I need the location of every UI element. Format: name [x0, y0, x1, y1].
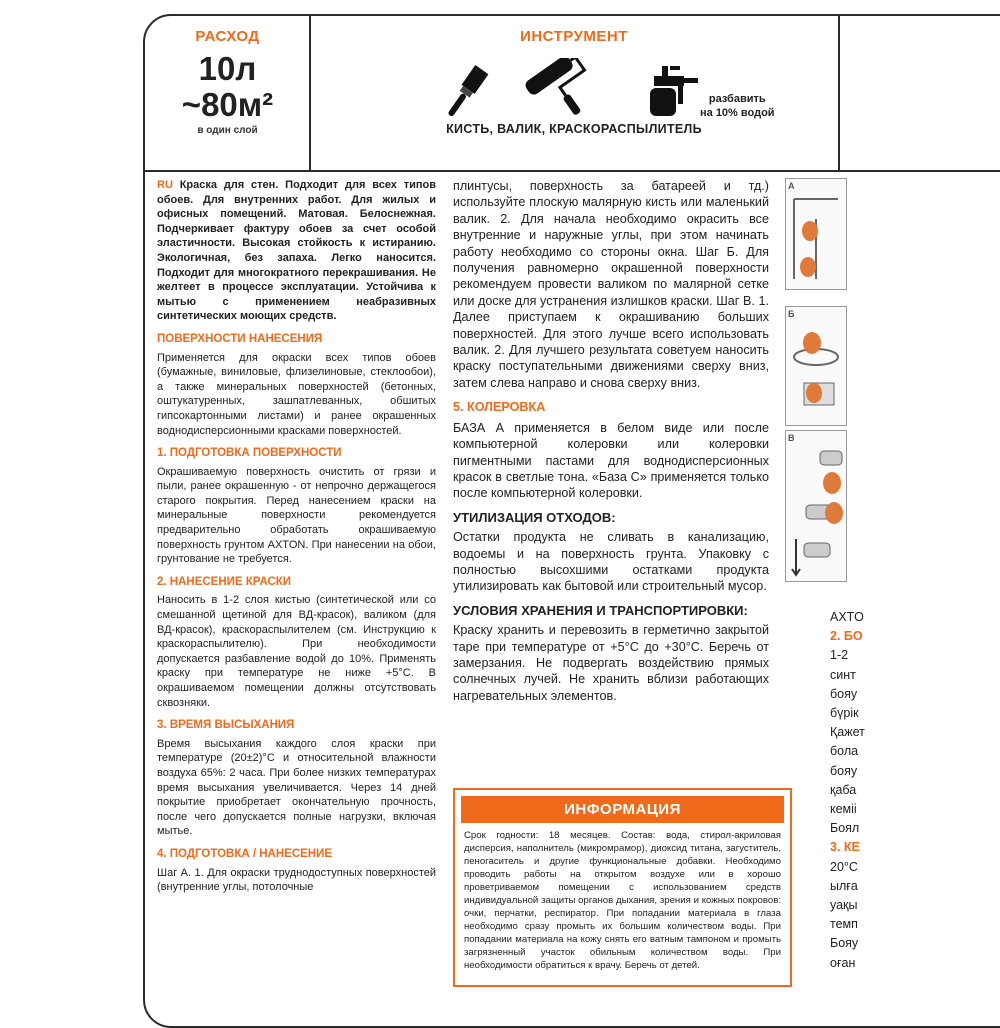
dilute-note	[700, 92, 775, 120]
dilute-line2: на 10% водой	[700, 107, 775, 119]
right-line: 2. БО	[830, 629, 863, 644]
right-cut-column	[830, 608, 865, 973]
section-application-title: 2. НАНЕСЕНИЕ КРАСКИ	[157, 575, 292, 588]
tools-block	[312, 28, 836, 45]
section-surfaces-text: Применяется для окраски всех типов обоев (бумажные, виниловые, флизелиновые, стеклообои), а также минеральных поверхностей (бетонных, оштукатуренных, зашпатлеванных, обшитых гипсокартонными листами) и ранее окрашенных воднодисперсионными красками поверхностей.	[157, 351, 436, 437]
right-line: кеміі	[830, 802, 857, 817]
header-divider-left	[309, 16, 311, 170]
tools-title: ИНСТРУМЕНТ	[520, 28, 628, 45]
column-middle	[453, 178, 769, 708]
section-preparation-title: 1. ПОДГОТОВКА ПОВЕРХНОСТИ	[157, 447, 342, 460]
intro-paragraph	[157, 178, 436, 324]
section-steps-text: Шаг А. 1. Для окраски труднодоступных поверхностей (внутренние углы, потолочные	[157, 866, 436, 894]
section-surfaces-title: ПОВЕРХНОСТИ НАНЕСЕНИЯ	[157, 332, 323, 345]
brush-icon	[430, 62, 500, 122]
steps-continued-text: плинтусы, поверхность за батареей и тд.) используйте плоскую малярную кисть или маленький валик. 2. Для начала необходимо окрасить все внутренние и наружные углы, при этом начинать работу необходимо со стороны окна. Шаг Б. Для получения равномерно окрашенной поверхности рекомендуем провести валиком по малярной сетке или доске для устранения излишков краски. Шаг В. 1. Далее приступаем к окрашиванию больших поверхностей. Для этого лучше всего использовать валик. 2. Для лучшего результата советуем наносить краску поступательными движениями сверху вниз, затем слева направо и снова сверху вниз.	[453, 179, 769, 390]
right-line: уақы	[830, 898, 858, 913]
section-tinting-text: БАЗА А применяется в белом виде или после компьютерной колеровки или колеровки пигментными пастами для воднодисперсионных красок в светлые тона. «База С» применяется только после компьютерной колеровки.	[453, 420, 769, 501]
dilute-line1: разбавить	[708, 93, 766, 105]
consumption-block	[150, 28, 305, 136]
section-disposal-text: Остатки продукта не сливать в канализацию, водоемы и на поверхность грунта. Упаковку с полностью высохшими остатками продукта утилизировать как бытовой или строительный мусор.	[453, 530, 769, 594]
tools-caption: КИСТЬ, ВАЛИК, КРАСКОРАСПЫЛИТЕЛЬ	[446, 122, 702, 136]
right-line: Боял	[830, 821, 860, 836]
step-a-label: А	[788, 181, 795, 191]
section-storage-text: Краску хранить и перевозить в герметично закрытой таре при температуре от +5°С до +30°С. Беречь от замерзания. Не подвергать воздействию прямых солнечных лучей. Не хранить вблизи работающих нагревательных элементов.	[453, 623, 769, 703]
right-line: бүрік	[830, 706, 859, 721]
step-b-illustration	[785, 306, 847, 426]
section-disposal-title: УТИЛИЗАЦИЯ ОТХОДОВ:	[453, 509, 616, 525]
right-line: 1-2	[830, 648, 849, 663]
info-title: ИНФОРМАЦИЯ	[461, 796, 784, 823]
section-drying-title: 3. ВРЕМЯ ВЫСЫХАНИЯ	[157, 719, 295, 732]
intro-text: Краска для стен. Подходит для всех типов обоев. Для внутренних работ. Для жилых и офисных помещений. Матовая. Белоснежная. Подчеркивает фактуру обоев за счет особой эластичности. Высокая стойкость к истиранию. Экологичная, без запаха. Легко наносится. Подходит для многократного перекрашивания. Не желтеет в процессе эксплуатации. Устойчива к мытью с применением неабразивных синтетических моющих средств.	[157, 179, 436, 323]
right-line: бояу	[830, 763, 858, 778]
consumption-area: ~80м²	[181, 86, 274, 123]
step-v-illustration	[785, 430, 847, 582]
right-line: ылға	[830, 878, 858, 893]
right-line: бола	[830, 744, 859, 759]
header-divider	[145, 170, 1000, 172]
wall-corner-icon	[786, 179, 846, 289]
section-preparation-text: Окрашиваемую поверхность очистить от грязи и пыли, ранее окрашенную - от непрочно держащегося старого покрытия. Перед нанесением краски на минеральные поверхности рекомендуется предварительно обработать окрашиваемую поверхность грунтом AXTON. При нанесении на обои, грунтование не требуется.	[157, 465, 436, 566]
right-line: AXTO	[830, 610, 864, 624]
spray-gun-icon	[640, 62, 704, 122]
right-line: 3. КЕ	[830, 840, 860, 855]
right-line: қаба	[830, 782, 857, 797]
consumption-title: РАСХОД	[195, 28, 260, 45]
lang-badge: RU	[157, 179, 173, 191]
section-storage-title: УСЛОВИЯ ХРАНЕНИЯ И ТРАНСПОРТИРОВКИ:	[453, 602, 748, 618]
right-line: синт	[830, 667, 856, 682]
section-drying-text: Время высыхания каждого слоя краски при температуре (20±2)°С и относительной влажности воздуха 65%: 2 часа. При более низких температурах время высыхания увеличивается. Через 14 дней покрытие приобретает окончательную прочность, после чего допускается полные нагрузки, включая мытье.	[157, 737, 436, 838]
section-application-text: Наносить в 1-2 слоя кистью (синтетической или со смешанной щетиной для ВД-красок), валиком (для ВД-красок), краскораспылителем (см. Инструкцию к краскораспылителю). При необходимости допускается разбавление водой до 10%. Применять краску при температуре не ниже +5°С. В окрашиваемом помещении должны отсутствовать сквозняки.	[157, 594, 436, 709]
consumption-volume: 10л	[198, 50, 257, 87]
header-divider-right	[838, 16, 840, 170]
consumption-note: в один слой	[197, 125, 258, 136]
roller-wall-icon	[786, 431, 846, 581]
right-line: Бояу	[830, 936, 859, 951]
right-line: бояу	[830, 686, 858, 701]
info-box	[453, 788, 792, 987]
right-line: оған	[830, 955, 856, 970]
roller-tray-icon	[786, 307, 846, 425]
section-tinting-title: 5. КОЛЕРОВКА	[453, 400, 546, 415]
column-left	[157, 178, 436, 899]
step-v-label: В	[788, 433, 795, 443]
step-b-label: Б	[788, 309, 795, 319]
roller-icon	[520, 58, 600, 124]
right-line: темп	[830, 917, 858, 932]
section-steps-title: 4. ПОДГОТОВКА / НАНЕСЕНИЕ	[157, 847, 333, 860]
right-line: Қажет	[830, 725, 865, 740]
step-a-illustration	[785, 178, 847, 290]
info-text: Срок годности: 18 месяцев. Состав: вода, стирол-акриловая дисперсия, наполнитель (микромрамор), диоксид титана, загуститель, пеногаситель и другие функциональные добавки. Необходимо проводить работы на открытом воздухе или в хорошо проветриваемом помещении с использованием средств индивидуальной защиты органов дыхания, зрения и кожных покровов: очки, перчатки, респиратор. При попадании материала в глаза необходимо сразу промыть их большим количеством воды. При попадании материала на кожу снять его ватным тампоном и промыть загрязненный участок обильным количеством воды. При необходимости обратиться к врачу. Беречь от детей.	[464, 830, 781, 971]
right-line: 20°С	[830, 859, 858, 874]
